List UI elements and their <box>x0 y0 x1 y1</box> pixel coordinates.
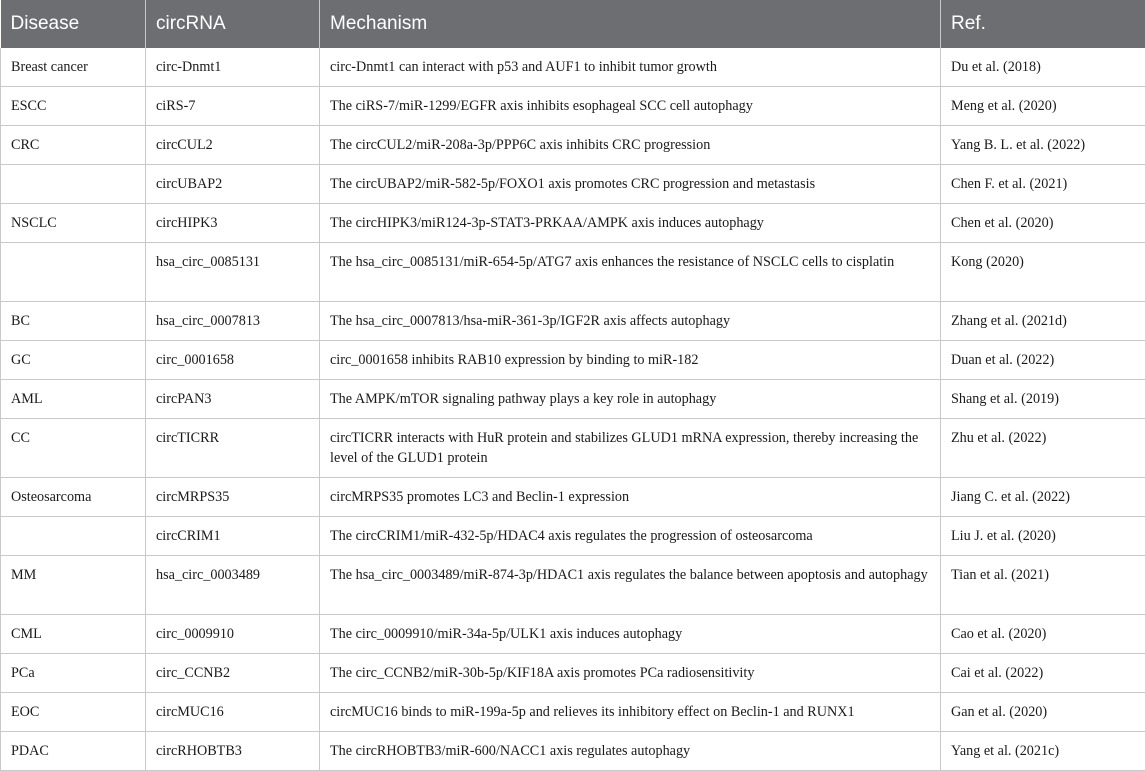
cell-circrna: circMUC16 <box>146 693 320 732</box>
cell-disease <box>1 165 146 204</box>
cell-disease: CRC <box>1 126 146 165</box>
cell-ref: Liu J. et al. (2020) <box>941 517 1145 556</box>
cell-ref: Cai et al. (2022) <box>941 654 1145 693</box>
table-row <box>1 693 1145 732</box>
cell-circrna: hsa_circ_0085131 <box>146 243 320 302</box>
cell-disease: NSCLC <box>1 204 146 243</box>
cell-circrna: ciRS-7 <box>146 87 320 126</box>
cell-disease: GC <box>1 341 146 380</box>
cell-mechanism: The circCUL2/miR-208a-3p/PPP6C axis inhibits CRC progression <box>320 126 941 165</box>
cell-disease: MM <box>1 556 146 615</box>
table-row <box>1 478 1145 517</box>
cell-mechanism: circMRPS35 promotes LC3 and Beclin-1 expression <box>320 478 941 517</box>
header-circrna: circRNA <box>146 0 320 48</box>
cell-mechanism: The ciRS-7/miR-1299/EGFR axis inhibits esophageal SCC cell autophagy <box>320 87 941 126</box>
cell-circrna: circTICRR <box>146 419 320 478</box>
table-body <box>1 48 1145 771</box>
cell-ref: Jiang C. et al. (2022) <box>941 478 1145 517</box>
table-row <box>1 615 1145 654</box>
cell-disease: PCa <box>1 654 146 693</box>
table-row <box>1 165 1145 204</box>
cell-circrna: hsa_circ_0007813 <box>146 302 320 341</box>
cell-mechanism: The hsa_circ_0007813/hsa-miR-361-3p/IGF2R axis affects autophagy <box>320 302 941 341</box>
cell-circrna: circPAN3 <box>146 380 320 419</box>
cell-ref: Cao et al. (2020) <box>941 615 1145 654</box>
cell-circrna: circCRIM1 <box>146 517 320 556</box>
cell-circrna: circCUL2 <box>146 126 320 165</box>
cell-disease: AML <box>1 380 146 419</box>
cell-mechanism: circMUC16 binds to miR-199a-5p and relieves its inhibitory effect on Beclin-1 and RUNX1 <box>320 693 941 732</box>
cell-mechanism: The circHIPK3/miR124-3p-STAT3-PRKAA/AMPK axis induces autophagy <box>320 204 941 243</box>
header-disease: Disease <box>1 0 146 48</box>
cell-ref: Duan et al. (2022) <box>941 341 1145 380</box>
cell-circrna: circ-Dnmt1 <box>146 48 320 87</box>
cell-disease <box>1 517 146 556</box>
cell-mechanism: The hsa_circ_0085131/miR-654-5p/ATG7 axis enhances the resistance of NSCLC cells to cisplatin <box>320 243 941 302</box>
header-row <box>1 0 1145 48</box>
cell-circrna: circ_0009910 <box>146 615 320 654</box>
table-row <box>1 48 1145 87</box>
table-row <box>1 380 1145 419</box>
cell-circrna: hsa_circ_0003489 <box>146 556 320 615</box>
table-row <box>1 556 1145 615</box>
cell-circrna: circMRPS35 <box>146 478 320 517</box>
cell-mechanism: The circCRIM1/miR-432-5p/HDAC4 axis regulates the progression of osteosarcoma <box>320 517 941 556</box>
table-row <box>1 302 1145 341</box>
cell-disease: Breast cancer <box>1 48 146 87</box>
cell-mechanism: The circUBAP2/miR-582-5p/FOXO1 axis promotes CRC progression and metastasis <box>320 165 941 204</box>
table-row <box>1 243 1145 302</box>
table-row <box>1 126 1145 165</box>
cell-circrna: circ_CCNB2 <box>146 654 320 693</box>
cell-disease <box>1 243 146 302</box>
cell-circrna: circUBAP2 <box>146 165 320 204</box>
cell-circrna: circHIPK3 <box>146 204 320 243</box>
cell-ref: Shang et al. (2019) <box>941 380 1145 419</box>
table-row <box>1 87 1145 126</box>
cell-ref: Zhu et al. (2022) <box>941 419 1145 478</box>
table-row <box>1 341 1145 380</box>
cell-mechanism: The hsa_circ_0003489/miR-874-3p/HDAC1 axis regulates the balance between apoptosis and autophagy <box>320 556 941 615</box>
cell-ref: Chen F. et al. (2021) <box>941 165 1145 204</box>
cell-ref: Tian et al. (2021) <box>941 556 1145 615</box>
cell-mechanism: The circ_CCNB2/miR-30b-5p/KIF18A axis promotes PCa radiosensitivity <box>320 654 941 693</box>
cell-mechanism: circ-Dnmt1 can interact with p53 and AUF1 to inhibit tumor growth <box>320 48 941 87</box>
table-row <box>1 204 1145 243</box>
cell-circrna: circ_0001658 <box>146 341 320 380</box>
cell-mechanism: The circRHOBTB3/miR-600/NACC1 axis regulates autophagy <box>320 732 941 771</box>
cell-mechanism: The circ_0009910/miR-34a-5p/ULK1 axis induces autophagy <box>320 615 941 654</box>
cell-ref: Chen et al. (2020) <box>941 204 1145 243</box>
cell-mechanism: circ_0001658 inhibits RAB10 expression by binding to miR-182 <box>320 341 941 380</box>
cell-disease: CML <box>1 615 146 654</box>
cell-ref: Zhang et al. (2021d) <box>941 302 1145 341</box>
cell-mechanism: circTICRR interacts with HuR protein and stabilizes GLUD1 mRNA expression, thereby increasing the level of the GLUD1 protein <box>320 419 941 478</box>
cell-ref: Du et al. (2018) <box>941 48 1145 87</box>
cell-ref: Yang B. L. et al. (2022) <box>941 126 1145 165</box>
cell-disease: BC <box>1 302 146 341</box>
cell-disease: EOC <box>1 693 146 732</box>
header-ref: Ref. <box>941 0 1145 48</box>
table-header <box>1 0 1145 48</box>
cell-circrna: circRHOBTB3 <box>146 732 320 771</box>
cell-ref: Yang et al. (2021c) <box>941 732 1145 771</box>
table-row <box>1 654 1145 693</box>
table-row <box>1 419 1145 478</box>
header-mechanism: Mechanism <box>320 0 941 48</box>
cell-ref: Gan et al. (2020) <box>941 693 1145 732</box>
cell-disease: Osteosarcoma <box>1 478 146 517</box>
table-row <box>1 517 1145 556</box>
cell-disease: PDAC <box>1 732 146 771</box>
cell-ref: Kong (2020) <box>941 243 1145 302</box>
cell-mechanism: The AMPK/mTOR signaling pathway plays a key role in autophagy <box>320 380 941 419</box>
cell-ref: Meng et al. (2020) <box>941 87 1145 126</box>
cell-disease: CC <box>1 419 146 478</box>
cell-disease: ESCC <box>1 87 146 126</box>
